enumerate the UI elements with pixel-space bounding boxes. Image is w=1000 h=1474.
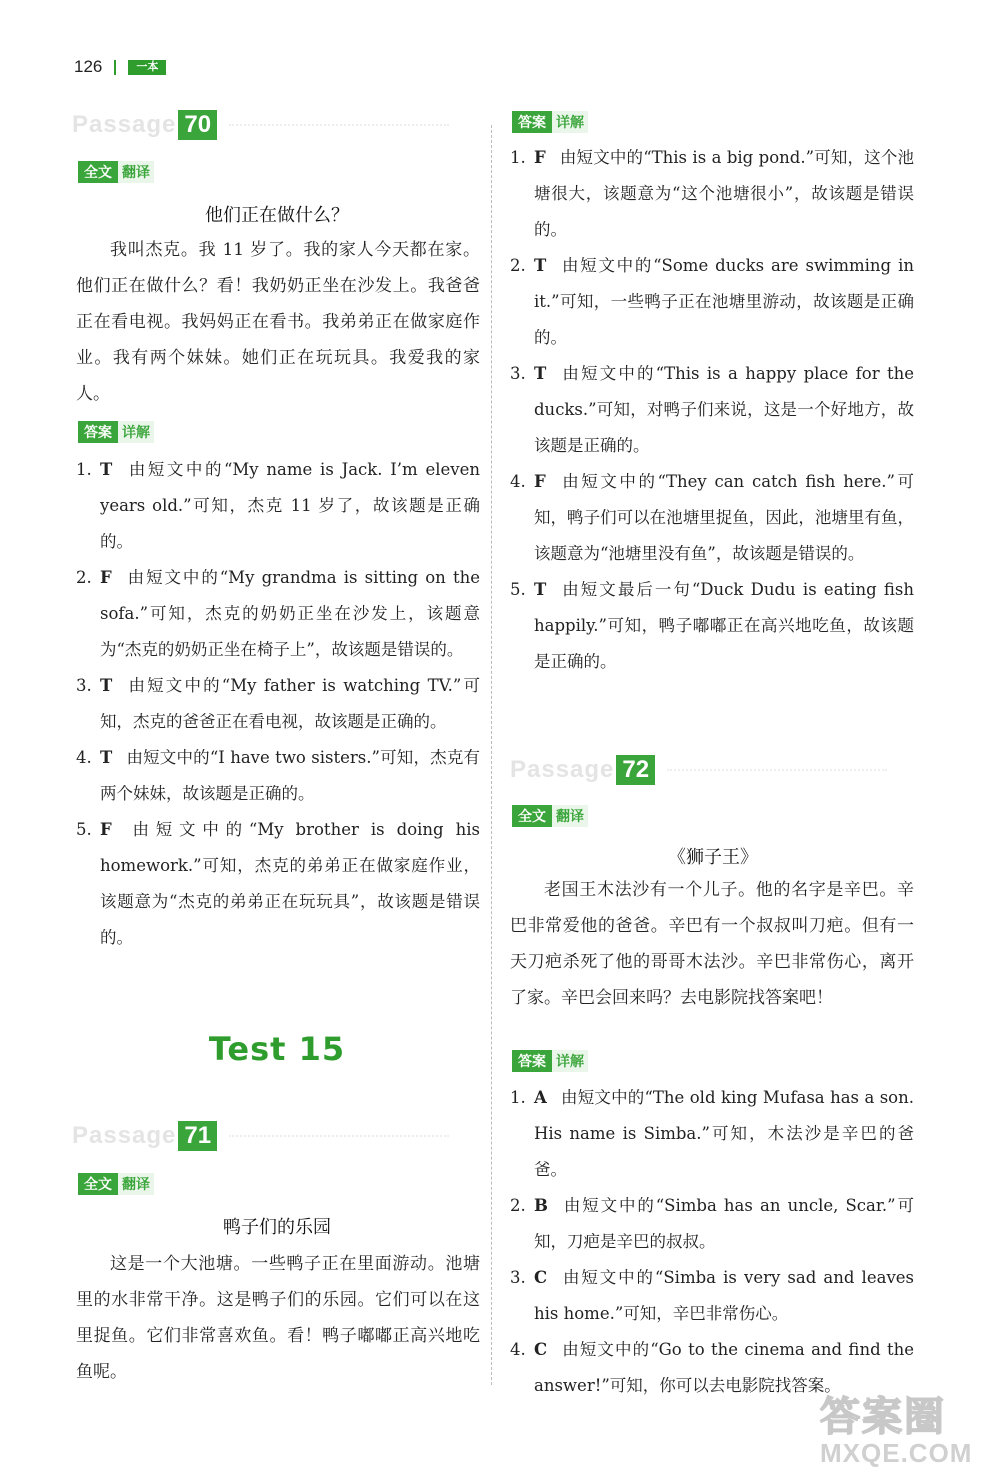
answer-item: 1. A 由短文中的“The old king Mufasa has a son. His name is Simba.”可知，木法沙是辛巴的爸爸。	[510, 1088, 914, 1179]
answer-item: 3. T 由短文中的“This is a happy place for the ducks.”可知，对鸭子们来说，这是一个好地方，故该题是正确的。	[510, 364, 914, 455]
tag-answers: 答案	[512, 1050, 552, 1072]
answer-item: 4. F 由短文中的“They can catch fish here.”可知，鸭子们可以在池塘里捉鱼，因此，池塘里有鱼，该题意为“池塘里没有鱼”，故该题是错误的。	[510, 472, 914, 563]
tag-translate: 翻译	[552, 805, 588, 827]
header-divider	[114, 60, 116, 75]
answer-item: 1. F 由短文中的“This is a big pond.”可知，这个池塘很大，该题意为“这个池塘很小”，故该题是错误的。	[510, 148, 914, 239]
heading-rule	[229, 1135, 449, 1137]
passage-71-title: 鸭子们的乐园	[223, 1217, 331, 1238]
tag-explain: 详解	[552, 111, 588, 133]
answer-item: 2. B 由短文中的“Simba has an uncle, Scar.”可知，刀疤是辛巴的叔叔。	[510, 1196, 914, 1251]
translation-tag	[512, 805, 588, 827]
translation-tag	[78, 1173, 154, 1195]
passage-72-translation	[510, 872, 914, 1016]
answer-item: 3. C 由短文中的“Simba is very sad and leaves his home.”可知，辛巴非常伤心。	[510, 1268, 914, 1323]
passage-71-heading	[72, 1121, 449, 1151]
watermark-url: MXQE.COM	[820, 1438, 973, 1468]
answer-item: 5. F 由短文中的“My brother is doing his homework.”可知，杰克的弟弟正在做家庭作业，该题意为“杰克的弟弟正在玩玩具”，故该题是错误的。	[76, 820, 480, 947]
passage-word: Passage	[72, 111, 177, 138]
passage-71-answers	[506, 140, 914, 680]
passage-word: Passage	[510, 756, 615, 783]
translation-tag	[78, 161, 154, 183]
heading-rule	[229, 124, 449, 126]
answer-item: 3. T 由短文中的“My father is watching TV.”可知，杰克的爸爸正在看电视，故该题是正确的。	[76, 676, 480, 731]
passage-number: 71	[178, 1121, 217, 1151]
tag-translate: 翻译	[118, 161, 154, 183]
watermark	[820, 1385, 990, 1468]
translation-text: 这是一个大池塘。一些鸭子正在里面游动。池塘里的水非常干净。这是鸭子们的乐园。它们可以在这里捉鱼。它们非常喜欢鱼。看！鸭子嘟嘟正高兴地吃鱼呢。	[76, 1254, 480, 1382]
tag-explain: 详解	[552, 1050, 588, 1072]
tag-answers: 答案	[78, 421, 118, 443]
answer-item: 2. F 由短文中的“My grandma is sitting on the sofa.”可知，杰克的奶奶正坐在沙发上，该题意为“杰克的奶奶正坐在椅子上”，故该题是错误的。	[76, 568, 480, 659]
passage-70-translation	[76, 232, 480, 412]
passage-word: Passage	[72, 1122, 177, 1149]
page-number: 126	[74, 57, 103, 76]
translation-text: 我叫杰克。我 11 岁了。我的家人今天都在家。他们正在做什么？看！我奶奶正坐在沙发上。我爸爸正在看电视。我妈妈正在看书。我弟弟正在做家庭作业。我有两个妹妹。她们正在玩玩具。我爱我的家人。	[76, 240, 480, 404]
answers-tag	[512, 111, 588, 133]
passage-72-title: 《狮子王》	[668, 847, 758, 868]
passage-71-translation	[76, 1246, 480, 1390]
passage-70-title: 他们正在做什么？	[205, 205, 349, 226]
answer-item: 4. C 由短文中的“Go to the cinema and find the answer!”可知，你可以去电影院找答案。	[510, 1340, 914, 1395]
tag-answers: 答案	[512, 111, 552, 133]
passage-number: 70	[178, 110, 217, 140]
tag-explain: 详解	[118, 421, 154, 443]
tag-full-text: 全文	[78, 1173, 118, 1195]
answer-item: 5. T 由短文最后一句“Duck Dudu is eating fish happily.”可知，鸭子嘟嘟正在高兴地吃鱼，故该题是正确的。	[510, 580, 914, 671]
column-divider	[491, 125, 492, 1385]
answers-tag	[512, 1050, 588, 1072]
translation-text: 老国王木法沙有一个儿子。他的名字是辛巴。辛巴非常爱他的爸爸。辛巴有一个叔叔叫刀疤。但有一天刀疤杀死了他的哥哥木法沙。辛巴非常伤心，离开了家。辛巴会回来吗？去电影院找答案吧！	[510, 880, 914, 1008]
page-header	[74, 54, 166, 80]
tag-translate: 翻译	[118, 1173, 154, 1195]
passage-70-answers	[72, 452, 480, 956]
brand-badge: 一本	[128, 60, 166, 75]
watermark-text: 答案圈	[820, 1394, 946, 1440]
test-title: Test 15	[208, 1030, 346, 1068]
passage-number: 72	[616, 755, 655, 785]
answer-item: 2. T 由短文中的“Some ducks are swimming in it.”可知，一些鸭子正在池塘里游动，故该题是正确的。	[510, 256, 914, 347]
passage-72-heading	[510, 755, 887, 785]
answers-tag	[78, 421, 154, 443]
tag-full-text: 全文	[78, 161, 118, 183]
tag-full-text: 全文	[512, 805, 552, 827]
answer-item: 4. T 由短文中的“I have two sisters.”可知，杰克有两个妹妹，故该题是正确的。	[76, 748, 480, 803]
answer-item: 1. T 由短文中的“My name is Jack. I’m eleven years old.”可知，杰克 11 岁了，故该题是正确的。	[76, 460, 480, 551]
passage-70-heading	[72, 110, 449, 140]
passage-72-answers	[506, 1080, 914, 1404]
heading-rule	[667, 769, 887, 771]
